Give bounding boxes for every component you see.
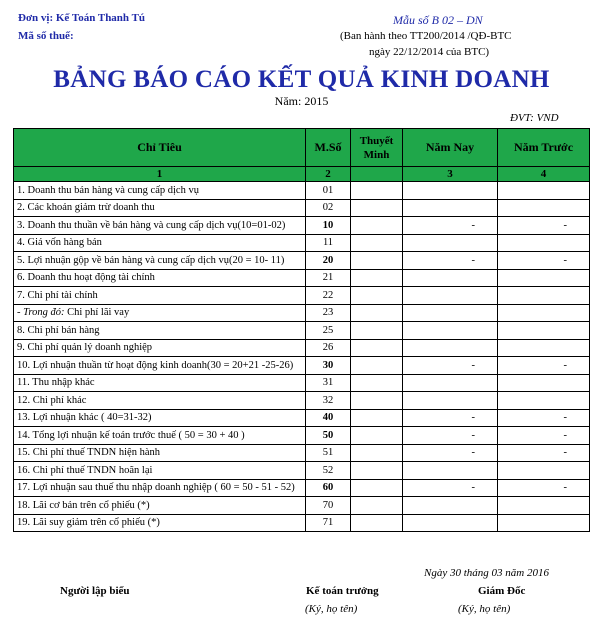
row-label: 19. Lãi suy giảm trên cổ phiếu (*) xyxy=(14,514,306,532)
row-this-year: - xyxy=(403,427,498,445)
row-note xyxy=(351,357,403,375)
row-note xyxy=(351,287,403,305)
row-code: 10 xyxy=(306,217,351,235)
chief-accountant-sign-note: (Ký, họ tên) xyxy=(305,603,358,615)
col-number: 3 xyxy=(403,167,498,182)
row-code: 22 xyxy=(306,287,351,305)
row-code: 21 xyxy=(306,269,351,287)
row-label: 18. Lãi cơ bản trên cổ phiếu (*) xyxy=(14,497,306,515)
row-code: 20 xyxy=(306,252,351,270)
row-note xyxy=(351,514,403,532)
row-label: 16. Chi phí thuế TNDN hoãn lại xyxy=(14,462,306,480)
row-last-year xyxy=(498,234,590,252)
row-label: 5. Lợi nhuận gộp về bán hàng và cung cấp dịch vụ(20 = 10- 11) xyxy=(14,252,306,270)
row-this-year xyxy=(403,287,498,305)
header-row xyxy=(14,129,590,167)
row-this-year: - xyxy=(403,217,498,235)
table-row xyxy=(14,287,590,305)
col-indicator-header: Chỉ Tiêu xyxy=(14,129,306,167)
row-label: 15. Chi phí thuế TNDN hiện hành xyxy=(14,444,306,462)
row-code: 30 xyxy=(306,357,351,375)
income-statement-table xyxy=(13,128,590,532)
row-note xyxy=(351,304,403,322)
row-label: 9. Chi phí quản lý doanh nghiệp xyxy=(14,339,306,357)
row-this-year xyxy=(403,269,498,287)
row-label: 11. Thu nhập khác xyxy=(14,374,306,392)
row-code: 50 xyxy=(306,427,351,445)
row-code: 23 xyxy=(306,304,351,322)
row-last-year xyxy=(498,339,590,357)
column-number-row xyxy=(14,167,590,182)
row-label: 4. Giá vốn hàng bán xyxy=(14,234,306,252)
row-label: 10. Lợi nhuận thuần từ hoạt động kinh doanh(30 = 20+21 -25-26) xyxy=(14,357,306,375)
row-code: 25 xyxy=(306,322,351,340)
table-row xyxy=(14,514,590,532)
table-row xyxy=(14,427,590,445)
row-this-year xyxy=(403,339,498,357)
row-last-year: - xyxy=(498,409,590,427)
row-code: 70 xyxy=(306,497,351,515)
row-last-year xyxy=(498,392,590,410)
row-note xyxy=(351,252,403,270)
row-code: 52 xyxy=(306,462,351,480)
row-note xyxy=(351,444,403,462)
row-note xyxy=(351,182,403,200)
row-code: 31 xyxy=(306,374,351,392)
row-code: 01 xyxy=(306,182,351,200)
col-code-header: M.Số xyxy=(306,129,351,167)
row-this-year xyxy=(403,374,498,392)
report-title: BẢNG BÁO CÁO KẾT QUẢ KINH DOANH xyxy=(53,66,550,93)
row-last-year: - xyxy=(498,444,590,462)
row-note xyxy=(351,339,403,357)
row-this-year xyxy=(403,392,498,410)
row-label: 7. Chi phí tài chính xyxy=(14,287,306,305)
row-note xyxy=(351,392,403,410)
col-this-year-header: Năm Nay xyxy=(403,129,498,167)
chief-accountant-title: Kế toán trưởng xyxy=(306,585,379,597)
row-label: 13. Lợi nhuận khác ( 40=31-32) xyxy=(14,409,306,427)
signature-date: Ngày 30 tháng 03 năm 2016 xyxy=(424,567,549,579)
table-row xyxy=(14,269,590,287)
row-code: 51 xyxy=(306,444,351,462)
col-number: 2 xyxy=(306,167,351,182)
preparer-title: Người lập biểu xyxy=(60,585,130,597)
table-row xyxy=(14,479,590,497)
report-year: Năm: 2015 xyxy=(274,94,329,108)
row-note xyxy=(351,269,403,287)
col-last-year-header: Năm Trước xyxy=(498,129,590,167)
row-last-year xyxy=(498,322,590,340)
row-last-year xyxy=(498,374,590,392)
row-last-year: - xyxy=(498,357,590,375)
row-note xyxy=(351,497,403,515)
row-note xyxy=(351,427,403,445)
row-last-year xyxy=(498,287,590,305)
table-row xyxy=(14,409,590,427)
table-row xyxy=(14,374,590,392)
row-label: 2. Các khoản giảm trừ doanh thu xyxy=(14,199,306,217)
table-row xyxy=(14,497,590,515)
row-last-year xyxy=(498,269,590,287)
row-label: 1. Doanh thu bán hàng và cung cấp dịch vụ xyxy=(14,182,306,200)
currency-unit: ĐVT: VND xyxy=(510,112,559,124)
row-last-year xyxy=(498,497,590,515)
table-row xyxy=(14,182,590,200)
row-this-year xyxy=(403,182,498,200)
col-number: 1 xyxy=(14,167,306,182)
row-label-prefix: - Trong đó: xyxy=(17,307,65,319)
row-this-year: - xyxy=(403,479,498,497)
table-row xyxy=(14,322,590,340)
table-row xyxy=(14,217,590,235)
row-this-year: - xyxy=(403,409,498,427)
row-this-year xyxy=(403,322,498,340)
row-this-year xyxy=(403,462,498,480)
row-this-year xyxy=(403,234,498,252)
row-label xyxy=(14,304,306,322)
row-label: 12. Chi phí khác xyxy=(14,392,306,410)
row-last-year: - xyxy=(498,252,590,270)
director-title: Giám Đốc xyxy=(478,585,526,597)
row-label: 17. Lợi nhuận sau thuế thu nhập doanh nghiệp ( 60 = 50 - 51 - 52) xyxy=(14,479,306,497)
issued-date: ngày 22/12/2014 của BTC) xyxy=(369,46,490,58)
table-row xyxy=(14,339,590,357)
row-last-year: - xyxy=(498,217,590,235)
row-note xyxy=(351,462,403,480)
row-code: 40 xyxy=(306,409,351,427)
row-last-year xyxy=(498,514,590,532)
table-row xyxy=(14,304,590,322)
table-row xyxy=(14,392,590,410)
row-note xyxy=(351,217,403,235)
row-this-year xyxy=(403,514,498,532)
row-code: 02 xyxy=(306,199,351,217)
row-note xyxy=(351,409,403,427)
row-code: 60 xyxy=(306,479,351,497)
row-last-year: - xyxy=(498,479,590,497)
row-last-year: - xyxy=(498,427,590,445)
col-number: 4 xyxy=(498,167,590,182)
table-row xyxy=(14,462,590,480)
row-note xyxy=(351,199,403,217)
row-code: 26 xyxy=(306,339,351,357)
col-number xyxy=(351,167,403,182)
form-number: Mẫu số B 02 – DN xyxy=(393,13,483,27)
row-last-year xyxy=(498,199,590,217)
row-note xyxy=(351,374,403,392)
tax-code-label: Mã số thuế: xyxy=(18,30,74,42)
unit-name: Đơn vị: Kế Toán Thanh Tú xyxy=(18,12,146,24)
row-last-year xyxy=(498,182,590,200)
table-row xyxy=(14,252,590,270)
col-note-header: Thuyết Minh xyxy=(351,129,403,167)
row-label: 3. Doanh thu thuần về bán hàng và cung cấp dịch vụ(10=01-02) xyxy=(14,217,306,235)
table-row xyxy=(14,234,590,252)
table-row xyxy=(14,444,590,462)
director-sign-note: (Ký, họ tên) xyxy=(458,603,511,615)
issued-by: (Ban hành theo TT200/2014 /QĐ-BTC xyxy=(340,30,512,42)
row-last-year xyxy=(498,462,590,480)
row-label-text: Chi phí lãi vay xyxy=(64,307,130,319)
row-this-year xyxy=(403,199,498,217)
row-label: 14. Tổng lợi nhuận kế toán trước thuế ( 50 = 30 + 40 ) xyxy=(14,427,306,445)
row-this-year: - xyxy=(403,357,498,375)
row-this-year: - xyxy=(403,444,498,462)
row-note xyxy=(351,234,403,252)
row-note xyxy=(351,322,403,340)
table-row xyxy=(14,357,590,375)
row-this-year xyxy=(403,304,498,322)
row-label: 8. Chi phí bán hàng xyxy=(14,322,306,340)
row-label: 6. Doanh thu hoạt động tài chính xyxy=(14,269,306,287)
row-this-year: - xyxy=(403,252,498,270)
row-last-year xyxy=(498,304,590,322)
row-code: 11 xyxy=(306,234,351,252)
row-code: 32 xyxy=(306,392,351,410)
table-row xyxy=(14,199,590,217)
row-this-year xyxy=(403,497,498,515)
row-code: 71 xyxy=(306,514,351,532)
row-note xyxy=(351,479,403,497)
